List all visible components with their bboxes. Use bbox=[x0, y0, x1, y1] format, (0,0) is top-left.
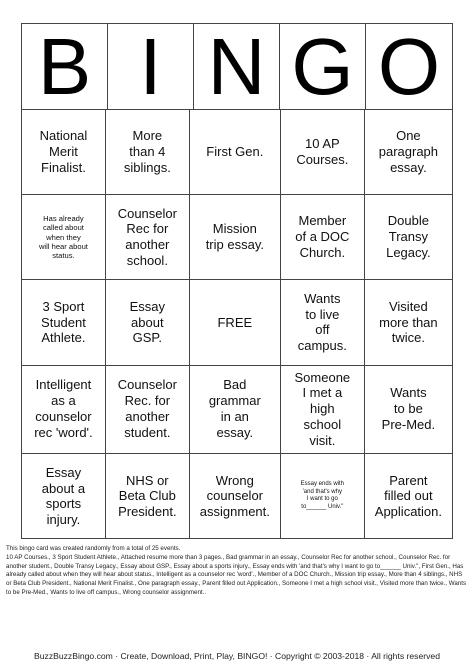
bingo-cell[interactable]: Someone I met a high school visit. bbox=[281, 366, 365, 454]
bingo-grid bbox=[22, 110, 452, 539]
bingo-cell[interactable]: First Gen. bbox=[190, 110, 281, 195]
bingo-cell[interactable]: Member of a DOC Church. bbox=[281, 195, 365, 280]
bingo-cell[interactable]: 3 Sport Student Athlete. bbox=[22, 280, 106, 365]
header-letter-o: O bbox=[377, 21, 441, 111]
bingo-cell[interactable]: More than 4 siblings. bbox=[106, 110, 190, 195]
bingo-cell[interactable]: Visited more than twice. bbox=[365, 280, 452, 365]
bingo-cell[interactable]: NHS or Beta Club President. bbox=[106, 454, 190, 539]
bingo-cell[interactable]: Essay about GSP. bbox=[106, 280, 190, 365]
bingo-cell[interactable]: Counselor Rec for another school. bbox=[106, 195, 190, 280]
bingo-card bbox=[21, 23, 453, 539]
header-letter-i: I bbox=[108, 24, 194, 109]
bingo-cell[interactable]: Double Transy Legacy. bbox=[365, 195, 452, 280]
bingo-cell[interactable]: 10 AP Courses. bbox=[281, 110, 365, 195]
bingo-cell[interactable]: Counselor Rec. for another student. bbox=[106, 366, 190, 454]
bingo-cell[interactable]: National Merit Finalist. bbox=[22, 110, 106, 195]
header-letter-b: B bbox=[22, 24, 108, 109]
bingo-header-row bbox=[22, 21, 452, 111]
event-list-footnote: This bingo card was created randomly from a total of 25 events. 10 AP Courses., 3 Sport Student Athlete., Attached resume more than 3 pages., Bad grammar in an essay., Counselor Rec for another school., Counselor Rec. for another student., Double Transy Legacy., Essay about GSP., Essay about a sports injury., Essay ends with 'and that's why I want to go to______ Univ.", First Gen., Has already called about when they will hear about status., Intelligent as a counselor rec 'word'., Member of a DOC Church., Mission trip essay., More than 4 siblings., NHS or Beta Club President., National Merit Finalist., One paragraph essay., Parent filled out Application., Someone I met a high school visit., Visited more than twice., Wants to be Pre-Med., Wants to live off campus., Wrong counselor assignment.. bbox=[6, 545, 467, 596]
header-letter-g: G bbox=[280, 24, 366, 109]
bingo-cell[interactable]: Wants to live off campus. bbox=[281, 280, 365, 365]
bingo-cell[interactable]: Parent filled out Application. bbox=[374, 472, 442, 520]
bingo-cell[interactable]: Intelligent as a counselor rec 'word'. bbox=[22, 366, 106, 454]
free-space-cell[interactable]: FREE bbox=[190, 280, 281, 365]
bingo-cell[interactable]: Has already called about when they will hear about status. bbox=[22, 195, 106, 280]
header-letter-n: N bbox=[194, 24, 280, 109]
bingo-cell[interactable]: Bad grammar in an essay. bbox=[190, 366, 281, 454]
bingo-cell[interactable]: Essay ends with 'and that's why I want to go to______ Univ." bbox=[281, 454, 365, 539]
bingo-cell[interactable]: Wants to be Pre-Med. bbox=[365, 366, 452, 454]
bingo-cell[interactable]: Essay about a sports injury. bbox=[22, 454, 106, 539]
bingo-cell[interactable]: Wrong counselor assignment. bbox=[190, 454, 281, 539]
bingo-cell[interactable]: One paragraph essay. bbox=[365, 110, 452, 195]
bingo-cell[interactable]: Mission trip essay. bbox=[190, 195, 281, 280]
site-footer: BuzzBuzzBingo.com · Create, Download, Print, Play, BINGO! · Copyright © 2003-2018 · All rights reserved bbox=[34, 651, 440, 661]
